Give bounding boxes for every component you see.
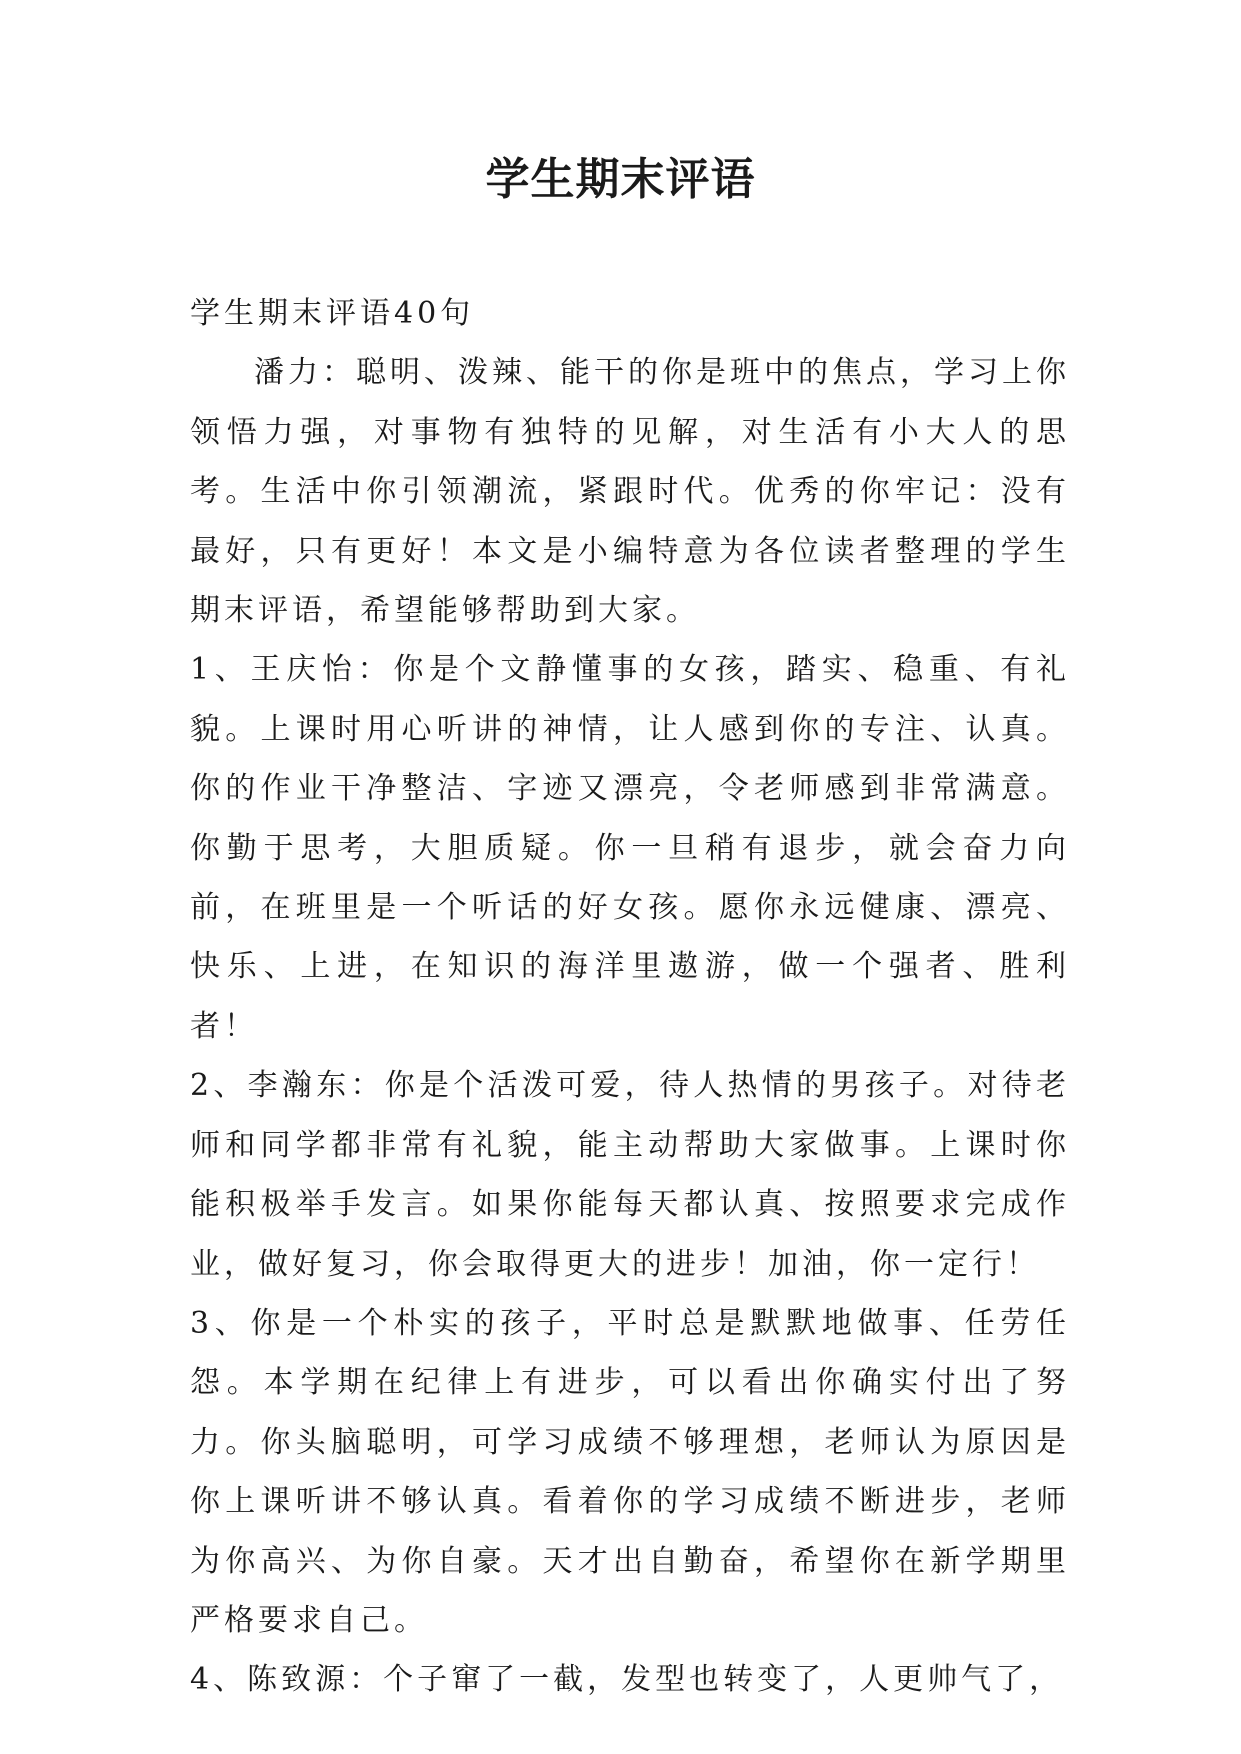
- intro-paragraph: 潘力：聪明、泼辣、能干的你是班中的焦点，学习上你领悟力强，对事物有独特的见解，对生活有小大人的思考。生活中你引领潮流，紧跟时代。优秀的你牢记：没有最好，只有更好！本文是小编特意为各位读者整理的学生期末评语，希望能够帮助到大家。: [190, 355, 1070, 629]
- comment-paragraph-1: 1、王庆怡：你是个文静懂事的女孩，踏实、稳重、有礼貌。上课时用心听讲的神情，让人感到你的专注、认真。你的作业干净整洁、字迹又漂亮，令老师感到非常满意。你勤于思考，大胆质疑。你一旦稍有退步，就会奋力向前，在班里是一个听话的好女孩。愿你永远健康、漂亮、快乐、上进，在知识的海洋里遨游，做一个强者、胜利者！: [190, 652, 1070, 1044]
- subtitle-paragraph: 学生期末评语40句: [190, 296, 475, 331]
- document-title: 学生期末评语: [485, 154, 756, 205]
- document-body: [190, 284, 1070, 1710]
- comment-paragraph-4: 4、陈致源：个子窜了一截，发型也转变了，人更帅气了，: [190, 1662, 1064, 1698]
- comment-paragraph-2: 2、李瀚东：你是个活泼可爱，待人热情的男孩子。对待老师和同学都非常有礼貌，能主动帮助大家做事。上课时你能积极举手发言。如果你能每天都认真、按照要求完成作业，做好复习，你会取得更大的进步！加油，你一定行！: [190, 1068, 1070, 1282]
- comment-paragraph-3: 3、你是一个朴实的孩子，平时总是默默地做事、任劳任怨。本学期在纪律上有进步，可以看出你确实付出了努力。你头脑聪明，可学习成绩不够理想，老师认为原因是你上课听讲不够认真。看着你的学习成绩不断进步，老师为你高兴、为你自豪。天才出自勤奋，希望你在新学期里严格要求自己。: [190, 1305, 1070, 1638]
